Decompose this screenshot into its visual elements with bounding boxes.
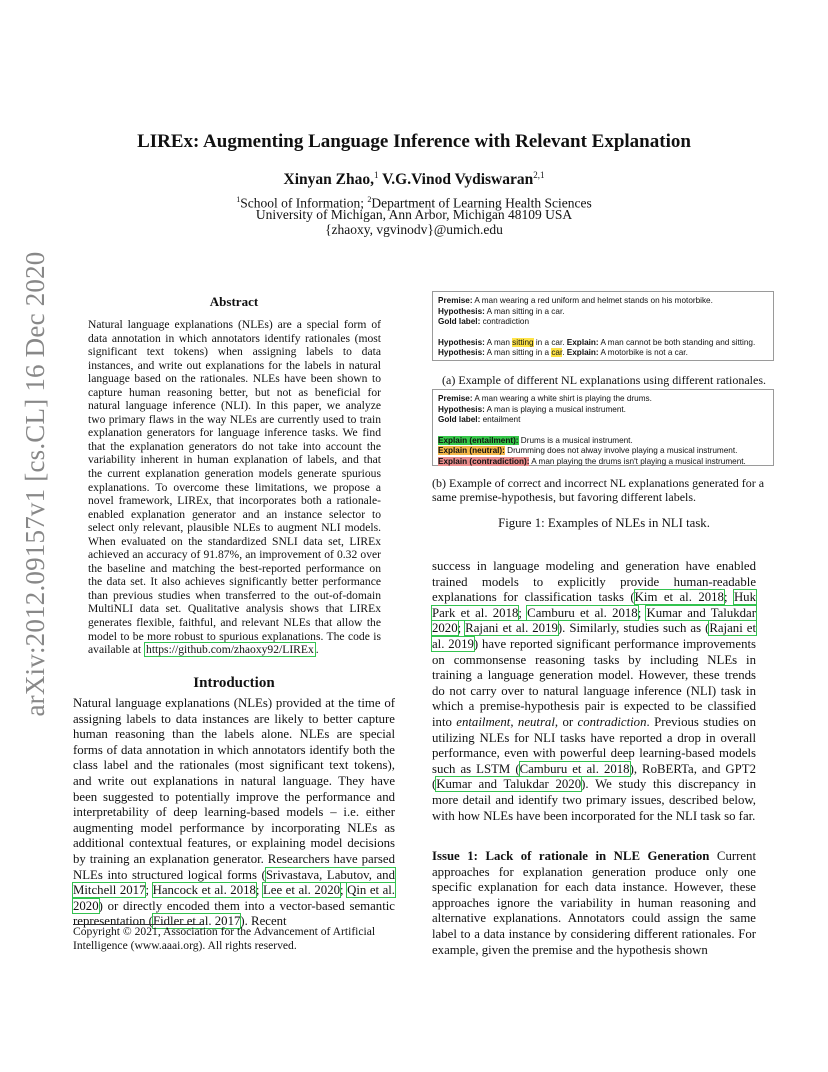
rationale-highlight: car [551, 348, 563, 357]
paper-title: LIREx: Augmenting Language Inference with Relevant Explanation [137, 131, 691, 152]
citation-link[interactable]: Lee et al. 2020 [262, 883, 340, 898]
citation-link[interactable]: Camburu et al. 2018 [527, 605, 638, 620]
arxiv-identifier: arXiv:2012.09157v1 [cs.CL] 16 Dec 2020 [20, 251, 50, 717]
citation-link[interactable]: Kim et al. 2018 [634, 590, 724, 605]
author-emails: {zhaoxy, vgvinodv}@umich.edu [325, 222, 503, 237]
figure-1b-example-box: Premise: A man wearing a white shirt is playing the drums. Hypothesis: A man is playing a musical instrument. Gold label: entailment Explain (entailment): Drums is a musical instrument. Explain (neutral): Drumming does not alway involve playing a musical instrument. Explain (contradiction): A man playing the drums isn't playing a musical instrument. [432, 389, 774, 466]
explanation-neutral: Explain (neutral): Drumming does not alway involve playing a musical instrument. [438, 446, 738, 455]
figure-1b-caption: (b) Example of correct and incorrect NL explanations generated for a same premise-hypothesis, but favoring different labels. [432, 476, 765, 504]
rationale-highlight: sitting [512, 337, 534, 347]
author-1-affil: 1 [373, 170, 379, 180]
introduction-text: Natural language explanations (NLEs) provided at the time of assigning labels to data instances are likely to better capture human reasoning than the labels alone. NLEs are special forms of data annotation in which annotators identify both the class label and the rationales (most significant text tokens), and write out explanations in natural language. They have been suggested to potentially improve the performance and interpretability of deep learning-based models – i.e. either augmenting model performance by incorporating NLEs as additional contextual features, or explaining model decisions by training an explanation generator. Researchers have parsed NLEs into structured logical forms (Srivastava, Labutov, and Mitchell 2017; Hancock et al. 2018; Lee et al. 2020; Qin et al. 2020) or directly encoded them into a vector-based semantic representation (Fidler et al. 2017). Recent [73, 696, 396, 929]
citation-link[interactable]: Camburu et al. 2018 [519, 761, 630, 776]
author-2: V.G.Vinod Vydiswaran [382, 171, 534, 189]
issue-1-paragraph: Issue 1: Lack of rationale in NLE Generation Current approaches for explanation generation produce only one specific explanation for each data instance. However, these approaches ignore the variability in human reasoning and alternative explanations. Annotators could assign the same label to a data instance by considering different rationales. For example, given the premise and the hypothesis shown [432, 849, 756, 957]
copyright-footnote: Copyright © 2021, Association for the Advancement of Artificial Intelligence (www.aaai.org). All rights reserved. [73, 925, 376, 952]
affiliation-line-2: University of Michigan, Ann Arbor, Michigan 48109 USA [255, 207, 573, 222]
affiliation-line-1: $^1$School of Information; $^2$Department of Learning Health Sciences [236, 195, 592, 211]
code-link[interactable]: https://github.com/zhaoxy92/LIREx [146, 643, 314, 657]
right-column-paragraph: success in language modeling and generation have enabled trained models to explicitly provide human-readable explanations for classification tasks (Kim et al. 2018; Huk Park et al. 2018; Camburu et al. 2018; Kumar and Talukdar 2020; Rajani et al. 2019). Similarly, studies such as (Rajani et al. 2019) have reported significant performance improvements on commonsense reasoning tasks by including NLEs in training a language generation model. However, these trends do not carry over to natural language inference (NLI) task in which a premise-hypothesis pair is expected to be classified into entailment, neutral, or contradiction. Previous studies on utilizing NLEs for NLI tasks have reported a drop in overall performance, even with powerful deep learning-based models such as LSTM (Camburu et al. 2018), RoBERTa, and GPT2 (Kumar and Talukdar 2020). We study this discrepancy in more detail and identify two primary issues, described below, with how NLEs have been incorporated for the NLI task so far. [432, 559, 757, 823]
figure-1a-caption: (a) Example of different NL explanations using different rationales. [442, 373, 766, 387]
rationale-example-1: Hypothesis: A man sitting in a car. Explain: A man cannot be both standing and sitting. [438, 337, 756, 347]
explanation-contradiction: Explain (contradiction): A man playing the drums isn't playing a musical instrument. [438, 456, 746, 466]
figure-1-caption: Figure 1: Examples of NLEs in NLI task. [498, 516, 710, 530]
explanation-entailment: Explain (entailment): Drums is a musical instrument. [438, 435, 633, 445]
author-2-affil: 2,1 [533, 170, 545, 180]
abstract-text: Natural language explanations (NLEs) are a special form of data annotation in which annotators identify rationales (most significant text tokens) when assigning labels to data instances, and write out explanations for the labels in natural language based on the rationales. NLEs have been shown to capture human reasoning better, but not as beneficial for natural language inference (NLI). In this paper, we analyze two primary flaws in the way NLEs are currently used to train explanation generators for language inference tasks. We find that the explanation generators do not take into account the variability inherent in human explanation of labels, and that the current explanation generation models generate spurious explanations. To overcome these limitations, we propose a novel framework, LIREx, that incorporates both a rationale-enabled explanation generator and an instance selector to select only relevant, plausible NLEs to augment NLI models. When evaluated on the standardized SNLI data set, LIREx achieved an accuracy of 91.87%, an improvement of 0.32 over the baseline and matching the best-reported performance on the data set. It also achieves significantly better performance than previous studies when transferred to the out-of-domain MultiNLI data set. Qualitative analysis shows that LIREx generates flexible, faithful, and relevant NLEs that allow the model to be more robust to spurious explanations. The code is available at https://github.com/zhaoxy92/LIREx . [88, 318, 381, 657]
author-line [0, 170, 828, 189]
citation-link[interactable]: Qin et al. 2020 [73, 883, 396, 913]
introduction-heading: Introduction [193, 675, 275, 691]
citation-link[interactable]: Rajani et al. 2019 [465, 621, 558, 636]
citation-link[interactable]: Kumar and Talukdar 2020 [432, 605, 756, 636]
abstract-heading: Abstract [209, 294, 259, 309]
rationale-example-2: Hypothesis: A man sitting in a car. Explain: A motorbike is not a car. [438, 348, 688, 357]
citation-link[interactable]: Huk Park et al. 2018 [432, 590, 756, 620]
citation-link[interactable]: Srivastava, Labutov, and Mitchell 2017 [73, 867, 395, 898]
author-1: Xinyan Zhao, [283, 171, 374, 189]
citation-link[interactable]: Rajani et al. 2019 [432, 621, 756, 651]
figure-1a-example-box: Premise: A man wearing a red uniform and helmet stands on his motorbike. Hypothesis: A man sitting in a car. Gold label: contradiction Hypothesis: A man sitting in a car. Explain: A man cannot be both standing and sitting. Hypothesis: A man sitting in a car. Explain: A motorbike is not a car. [432, 291, 774, 361]
citation-link[interactable]: Fidler et al. 2017 [152, 914, 241, 929]
issue-1-heading: Issue 1: Lack of rationale in NLE Generation [432, 849, 710, 863]
citation-link[interactable]: Kumar and Talukdar 2020 [436, 777, 582, 792]
citation-link[interactable]: Hancock et al. 2018 [152, 883, 256, 898]
